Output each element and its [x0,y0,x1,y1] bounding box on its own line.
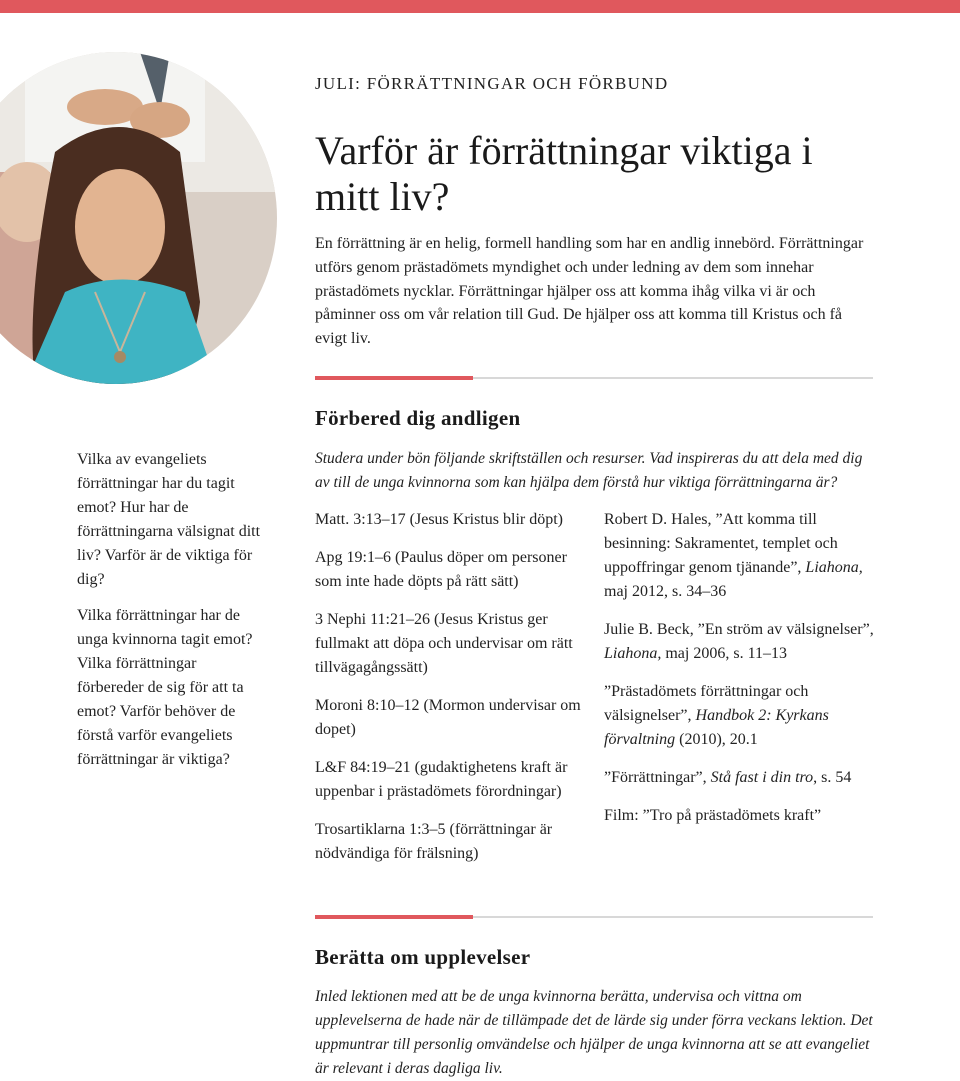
sidebar-question: Vilka av evangeliets förrättningar har du tagit emot? Hur har de förrättningarna välsignat ditt liv? Varför är de viktiga för dig? [77,451,261,588]
scripture-item: Matt. 3:13–17 (Jesus Kristus blir döpt) [315,511,563,528]
top-accent-bar [0,0,960,13]
resource-item: Robert D. Hales, ”Att komma till besinning: Sakramentet, templet och uppoffringar genom tjänande”, Liahona, maj 2012, s. 34–36 [604,511,863,600]
section-kicker: JULI: FÖRRÄTTNINGAR OCH FÖRBUND [315,74,669,93]
divider-accent [315,915,473,919]
sidebar-questions [77,448,267,784]
resource-item: Film: ”Tro på prästadömets kraft” [604,807,822,824]
scripture-item: L&F 84:19–21 (gudaktighetens kraft är uppenbar i prästadömets förordningar) [315,759,568,800]
section-divider [315,916,873,918]
sidebar-question: Vilka förrättningar har de unga kvinnorna tagit emot? Vilka förrättningar förbereder de sig för att ta emot? Varför behöver de förstå varför evangeliets förrättningar är viktiga? [77,607,253,768]
resource-item: ”Prästadömets förrättningar och välsignelser”, Handbok 2: Kyrkans förvaltning (2010), 20.1 [604,683,829,748]
section-divider [315,377,873,379]
intro-paragraph: En förrättning är en helig, formell handling som har en andlig innebörd. Förrättningar utförs genom prästadömets myndighet och under ledning av dem som innehar prästadömets nycklar. Förrättningar hjälper oss att komma ihåg vilka vi är och påminner oss om vår relation till Gud. De hjälper oss att komma till Kristus och få evigt liv. [315,235,864,348]
prepare-heading: Förbered dig andligen [315,406,521,430]
scripture-item: Apg 19:1–6 (Paulus döper om personer som inte hade döpts på rätt sätt) [315,549,567,590]
scripture-item: Moroni 8:10–12 (Mormon undervisar om dopet) [315,697,581,738]
scripture-item: 3 Nephi 11:21–26 (Jesus Kristus ger fullmakt att döpa och undervisar om rätt tillvägagångssätt) [315,611,573,676]
share-heading: Berätta om upplevelser [315,945,531,969]
resource-list [604,508,876,842]
divider-accent [315,376,473,380]
resource-item: ”Förrättningar”, Stå fast i din tro, s. 54 [604,769,852,786]
scripture-item: Trosartiklarna 1:3–5 (förrättningar är nödvändiga för frälsning) [315,821,553,862]
lesson-photo [0,52,277,384]
share-text: Inled lektionen med att be de unga kvinnorna berätta, undervisa och vittna om upplevelserna de hade när de tillämpade det de lärde sig under förra veckans lektion. Det uppmuntrar till personlig omvändelse och hjälper de unga kvinnorna att se att evangeliet är relevant i deras dagliga liv. [315,988,873,1077]
prepare-instructions: Studera under bön följande skriftställen och resurser. Vad inspireras du att dela med dig av till de unga kvinnorna som kan hjälpa dem förstå hur viktiga förrättningarna är? [315,450,863,491]
page-title: Varför är förrättningar viktiga i mitt liv? [315,128,813,219]
resource-item: Julie B. Beck, ”En ström av välsignelser”, Liahona, maj 2006, s. 11–13 [604,621,874,662]
scripture-list [315,508,587,880]
